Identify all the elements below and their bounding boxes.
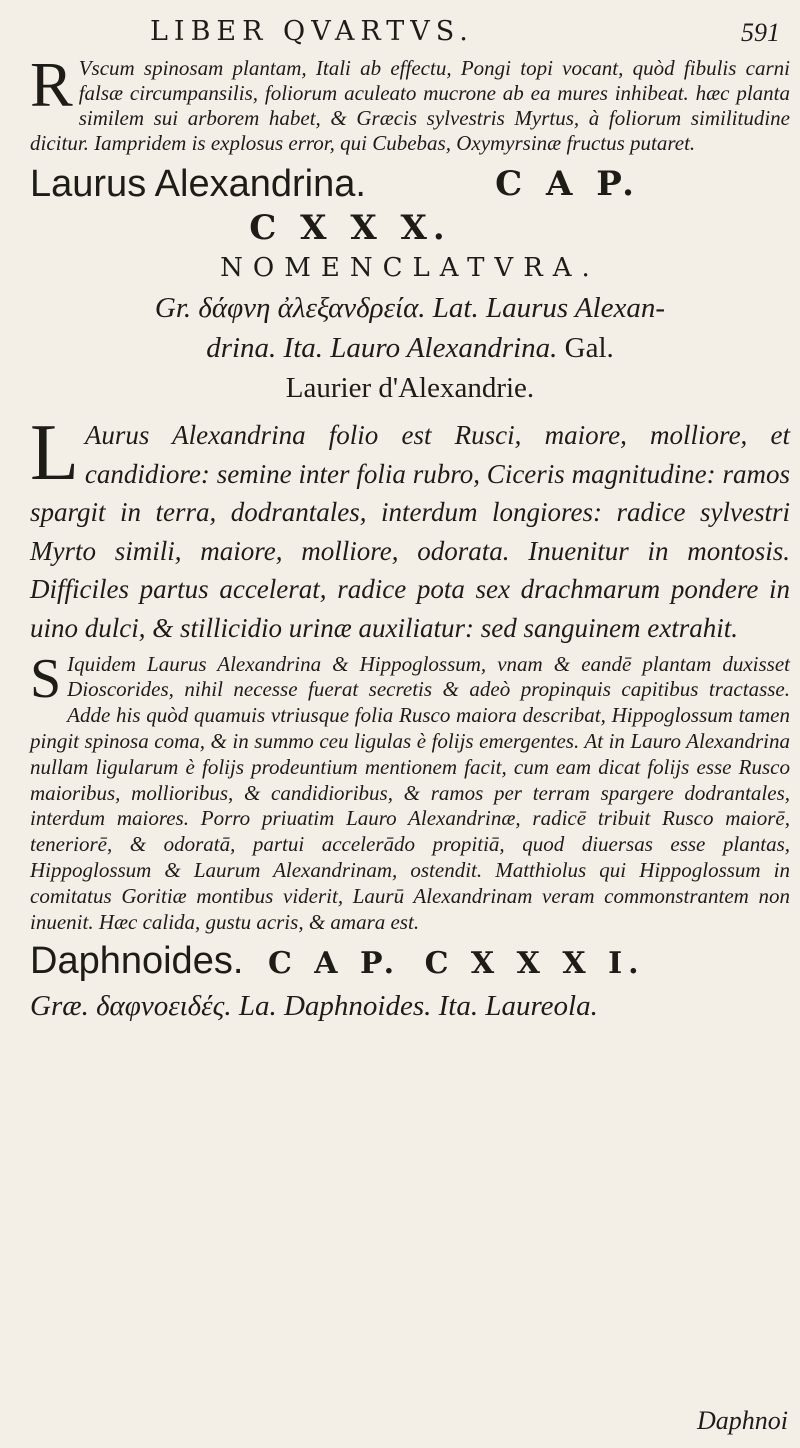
page-number: 591 bbox=[741, 18, 780, 47]
synonyms-line-2-gal: Gal. bbox=[564, 332, 614, 364]
paragraph-laurus-description bbox=[30, 409, 790, 648]
drop-cap-r: R bbox=[30, 49, 73, 120]
catchword: Daphnoi bbox=[697, 1406, 788, 1435]
chapter-label: C A P. bbox=[495, 164, 640, 204]
paragraph-laurus-description-text: Aurus Alexandrina folio est Rusci, maiore, molliore, et candidiore: semine inter folia rubro, Ciceris magnitudine: ramos spargit in terra, dodrantales, interdum longiores: radice sylvestri Myrto simili, maiore, molliore, odorata. Inuenitur in montosis. Difficiles partus accelerat, radice pota sex drachmarum pondere in uino dulci, & stillicidio urinæ auxiliatur: sed sanguinem extrahit. bbox=[30, 420, 790, 643]
synonyms-line-1: Gr. δάφνη ἀλεξανδρεία. Lat. Laurus Alexan- bbox=[154, 292, 666, 324]
paragraph-commentary-text: Iquidem Laurus Alexandrina & Hippoglossum, vnam & eandē plantam duxisset Dioscorides, nihil necesse fuerat secretis & adeò propinquis capitibus tractasse. Adde his quòd quamuis vtriusque folia Rusco maiora describat, Hippoglossum tamen pingit spinosa coma, & in summo ceu ligulas è folijs emergentes. At in Lauro Alexandrina nullam ligularum è folijs prodeuntium mentionem facit, cum eam dicat folijs esse Rusco maioribus, mollioribus, & candidioribus, & ramos per terram spargere dodrantales, interdum maiores. Porro priuatim Lauro Alexandrinæ, radicē tribuit Rusco maiorē, teneriorē, & odoratā, partui accelerādo propitiā, quod diuersas esse plantas, Hippoglossum & Laurum Alexandrinam, ostendit. Matthiolus qui Hippoglossum in comitatus Goritiæ montibus viderit, Laurū Alexandrinam veram commonstrantem non inuenit. Hæc calida, gustu acris, & amara est. bbox=[30, 651, 790, 934]
drop-cap-s: S bbox=[30, 647, 62, 710]
synonyms-line-3: Laurier d'Alexandrie. bbox=[285, 372, 535, 404]
page-header bbox=[150, 14, 780, 54]
page-body bbox=[30, 50, 790, 1026]
section-title-daphnoides: Daphnoides. bbox=[30, 940, 244, 983]
chapter-label-2: C A P. bbox=[267, 946, 401, 982]
synonyms-daphnoides: Græ. δαφνοειδές. La. Daphnoides. Ita. Laureola. bbox=[30, 990, 598, 1023]
drop-cap-l: L bbox=[30, 409, 79, 497]
running-title: LIBER QVARTVS. bbox=[150, 16, 474, 47]
paragraph-commentary bbox=[30, 647, 790, 936]
synonyms-line-2-italic: drina. Ita. Lauro Alexandrina. bbox=[206, 332, 558, 364]
paragraph-ruscus-text: Vscum spinosam plantam, Itali ab effectu, Pongi topi vocant, quòd fibulis carni falsæ circumpansilis, foliorum aculeato mucrone ab ea mures inhibeat. hæc planta similem sui arborem habet, & Græcis sylvestris Myrtus, à foliorum similitudine dicitur. Iampridem is explosus error, qui Cubebas, Oxymyrsinæ fructus putaret. bbox=[30, 56, 790, 155]
chapter-number-131: C X X X I. bbox=[424, 946, 645, 982]
synonyms-line-2 bbox=[30, 328, 790, 368]
section-title-laurus: Laurus Alexandrina. bbox=[30, 163, 366, 205]
section-heading-daphnoides bbox=[30, 939, 790, 986]
section-heading-laurus bbox=[30, 162, 790, 206]
paragraph-ruscus bbox=[30, 49, 790, 156]
nomenclatura-heading: NOMENCLATVRA. bbox=[220, 253, 600, 283]
chapter-number-130: C X X X. bbox=[249, 208, 451, 248]
